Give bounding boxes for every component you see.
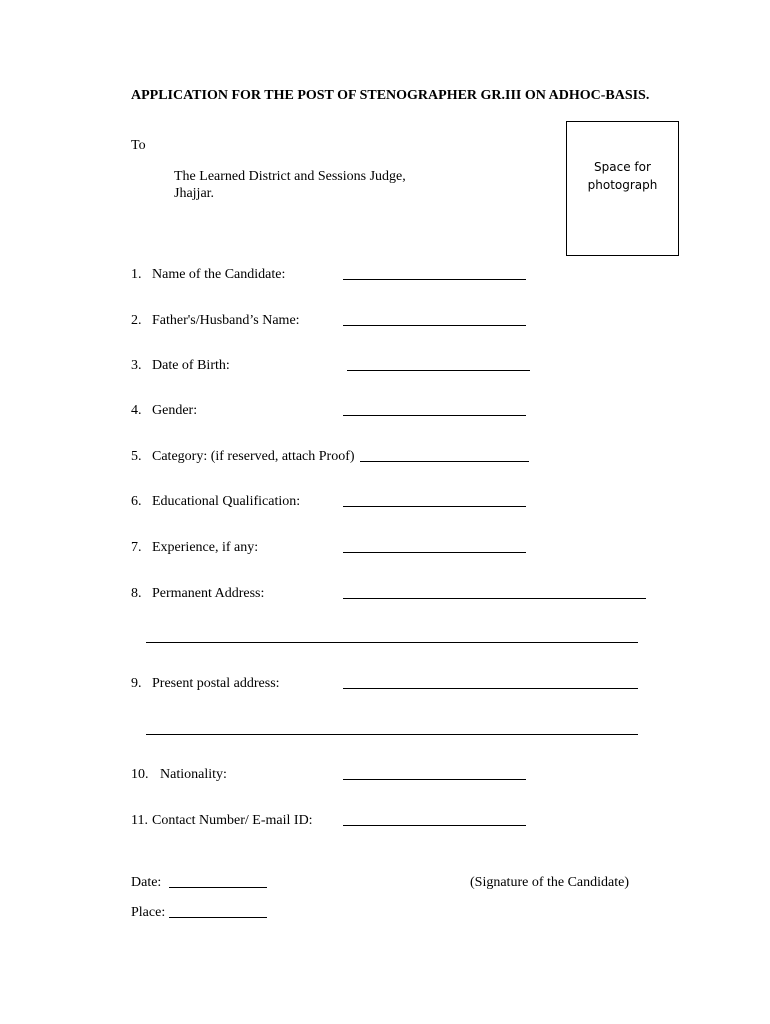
field-label-permanent-address: Permanent Address:	[152, 586, 265, 601]
field-number-5: 5.	[131, 449, 142, 464]
field-line-present-postal-address-continued[interactable]	[146, 734, 638, 735]
field-number-10: 10.	[131, 767, 149, 782]
field-number-6: 6.	[131, 494, 142, 509]
form-title: APPLICATION FOR THE POST OF STENOGRAPHER GR.III ON ADHOC-BASIS.	[131, 88, 650, 103]
field-label-educational-qualification: Educational Qualification:	[152, 494, 301, 509]
field-line-nationality[interactable]	[343, 779, 526, 780]
field-label-contact-email: Contact Number/ E-mail ID:	[152, 813, 313, 828]
photograph-box-text	[567, 158, 678, 194]
place-label: Place:	[131, 905, 166, 920]
field-label-date-of-birth: Date of Birth:	[152, 358, 230, 373]
signature-label: (Signature of the Candidate)	[470, 875, 630, 890]
field-line-father-husband-name[interactable]	[343, 325, 526, 326]
addressee-line-1: The Learned District and Sessions Judge,	[174, 169, 406, 184]
to-label: To	[131, 138, 146, 153]
field-line-permanent-address-continued[interactable]	[146, 642, 638, 643]
photograph-box-line-2: photograph	[587, 178, 658, 192]
photograph-box-line-1: Space for	[594, 160, 651, 174]
field-number-11: 11.	[131, 813, 148, 828]
field-label-category: Category: (if reserved, attach Proof)	[152, 449, 355, 464]
field-label-experience: Experience, if any:	[152, 540, 259, 555]
date-line[interactable]	[169, 887, 267, 888]
field-label-present-postal-address: Present postal address:	[152, 676, 280, 691]
field-line-contact-email[interactable]	[343, 825, 526, 826]
field-number-2: 2.	[131, 313, 142, 328]
field-line-experience[interactable]	[343, 552, 526, 553]
field-number-8: 8.	[131, 586, 142, 601]
field-number-4: 4.	[131, 403, 142, 418]
field-line-educational-qualification[interactable]	[343, 506, 526, 507]
field-number-7: 7.	[131, 540, 142, 555]
field-line-present-postal-address[interactable]	[343, 688, 638, 689]
field-label-father-husband-name: Father's/Husband’s Name:	[152, 313, 300, 328]
date-label: Date:	[131, 875, 162, 890]
field-line-name[interactable]	[343, 279, 526, 280]
addressee-line-2: Jhajjar.	[174, 186, 215, 201]
field-number-1: 1.	[131, 267, 142, 282]
photograph-box[interactable]	[566, 121, 679, 256]
field-line-permanent-address[interactable]	[343, 598, 646, 599]
field-label-nationality: Nationality:	[160, 767, 227, 782]
field-label-name: Name of the Candidate:	[152, 267, 286, 282]
field-line-category[interactable]	[360, 461, 529, 462]
field-line-date-of-birth[interactable]	[347, 370, 530, 371]
field-number-9: 9.	[131, 676, 142, 691]
field-line-gender[interactable]	[343, 415, 526, 416]
field-number-3: 3.	[131, 358, 142, 373]
place-line[interactable]	[169, 917, 267, 918]
field-label-gender: Gender:	[152, 403, 198, 418]
